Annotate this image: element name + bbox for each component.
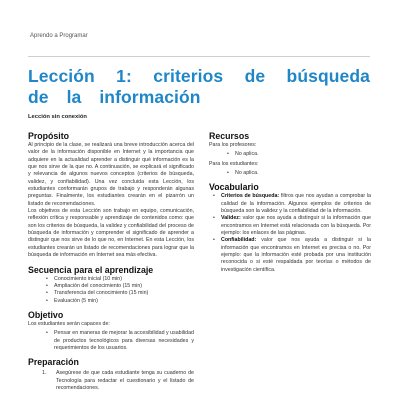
proposito-paragraph-1: Al principio de la clase, se realizará una breve introducción acerca del valor de la información disponible en Internet y la importancia que adquiere en la actualidad aprender a distinguir qué información es la que nos sirve de la que no. A continuación, se explicará el significado y relevancia de algunos nuevos conceptos (criterios de búsqueda, validez, y confiabilidad). Una vez concluida esta Lección, los estudiantes conformarán grupos de trabajo y responderán algunas preguntas. Finalmente, los estudiantes crearán en el pizarrón un listado de recomendaciones.: [28, 142, 194, 207]
preparacion-list: [28, 370, 194, 392]
objetivo-list: [28, 330, 194, 352]
recursos-estudiantes-label: Para los estudiantes:: [209, 160, 259, 167]
list-item: [28, 370, 194, 392]
preparacion-heading: Preparación: [28, 357, 79, 368]
vocab-definition: valor que nos ayuda a distinguir si la información que encontramos en Internet está relacionada con la búsqueda. Por ejemplo: los enlaces de las páginas.: [221, 215, 371, 237]
recursos-profesores-label: Para los profesores:: [209, 142, 257, 148]
vocab-term: Confiabilidad:: [221, 237, 257, 244]
vocabulario-list: [209, 193, 371, 274]
secuencia-list: [28, 276, 194, 305]
objetivo-intro: Los estudiantes serán capaces de:: [28, 320, 110, 327]
header-divider: [28, 56, 370, 57]
vocabulario-heading: Vocabulario: [209, 182, 259, 193]
list-item: • Conocimiento inicial (10 min): [28, 276, 194, 283]
list-number: 1.: [42, 370, 47, 377]
vocab-term: Criterios de búsqueda:: [221, 193, 280, 200]
running-header: Aprendo a Programar: [30, 33, 88, 39]
proposito-heading: Propósito: [28, 131, 70, 141]
list-item: • Pensar en maneras de mejorar la accesibilidad y usabilidad de productos tecnológicos para diversas necesidades y requerimientos de los usuarios.: [28, 330, 194, 352]
list-item: • Transferencia del conocimiento (15 min): [28, 290, 194, 297]
vocab-definition: valor que nos ayuda a distinguir si la información que encontramos en Internet es precisa o no. Por ejemplo: que la información esté probada por una institución reconocida o si esté respaldada por teorías o métodos de investigación científica.: [221, 237, 371, 273]
recursos-heading: Recursos: [209, 131, 250, 141]
list-item: [209, 193, 371, 215]
objetivo-heading: Objetivo: [28, 309, 64, 320]
vocab-term: Validez:: [221, 215, 241, 222]
list-text: Asegúrese de que cada estudiante tenga su cuaderno de Tecnología para redactar el cuestionario y el listado de recomendaciones.: [56, 370, 194, 391]
list-item: • Evaluación (5 min): [28, 298, 194, 305]
vocab-definition: filtros que nos ayudan a comprobar la calidad de la información. Algunos ejemplos de criterios de búsqueda son la validez y la confiabilidad de la información.: [221, 193, 371, 215]
lesson-title: Lección 1: criterios de búsqueda de la información: [28, 66, 370, 107]
list-item: • Ampliación del conocimiento (15 min): [28, 283, 194, 290]
list-item: • No aplica.: [209, 170, 371, 177]
recursos-profesores-list: [209, 151, 371, 158]
list-item: • No aplica.: [209, 151, 371, 158]
recursos-estudiantes-list: [209, 170, 371, 177]
list-item: [209, 215, 371, 237]
left-column: [28, 131, 194, 392]
right-column: [209, 131, 371, 274]
list-item: [209, 237, 371, 274]
secuencia-heading: Secuencia para el aprendizaje: [28, 264, 154, 275]
proposito-paragraph-2: Los objetivos de esta Lección son trabajo en equipo, comunicación, reflexión crítica y responsable y aprendizaje de contenidos como: que son los criterios de búsqueda, la validez y confiabilidad del proceso de búsqueda de información y comprender el significado de aprender a distinguir que nos sirve de lo que no, en Internet. En esta Lección, los estudiantes crearán un listado de recomendaciones para lograr que la búsqueda de información en Internet sea más efectiva.: [28, 208, 194, 259]
lesson-subtitle: Lección sin conexión: [28, 114, 87, 120]
